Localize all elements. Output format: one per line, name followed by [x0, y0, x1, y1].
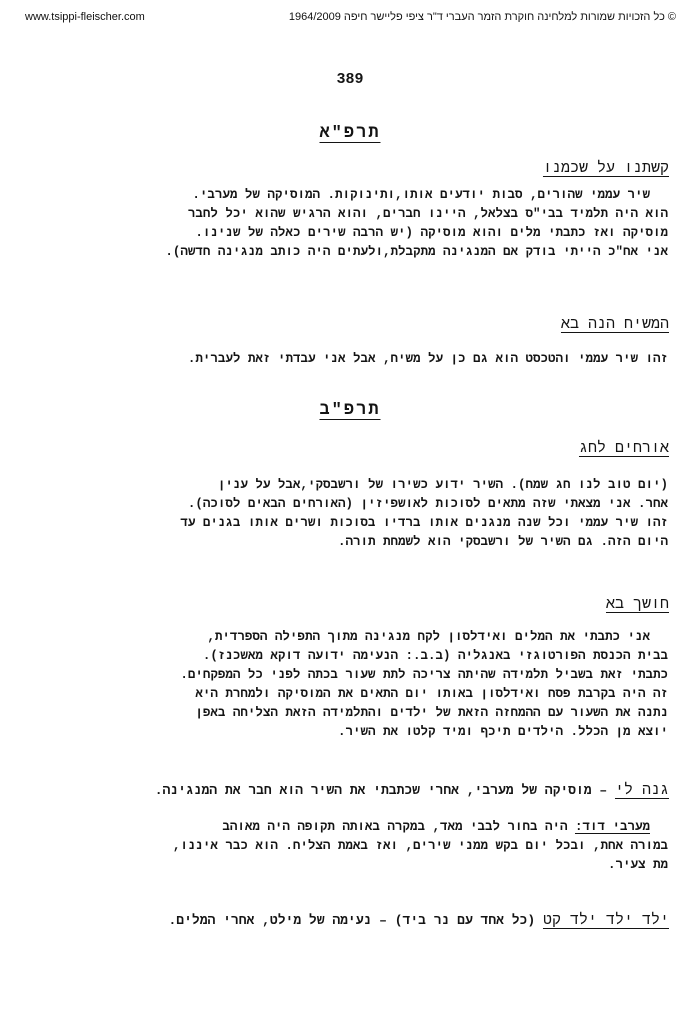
text-line: (יום טוב לנו חג שמח). השיר ידוע כשירו של ורשבסקי,אבל על ענין [217, 478, 668, 492]
year-title-1: תרפ"א [319, 124, 381, 143]
text-line: במורה אחת, ובכל יום בקש ממני שירים, ואז באמת הצליח. הוא כבר איננו, [172, 839, 668, 853]
song-text-gina-li [28, 818, 668, 875]
page-number: 389 [336, 71, 364, 88]
text-line: זהו שיר עממי וכל שנה מנגנים אותו ברדיו בסוכות ושרים אותו בגנים עד [180, 516, 668, 530]
song-heading-hamashiach: המשיח הנה בא [560, 316, 669, 333]
song-text-choshech [28, 628, 668, 742]
song-text-hamashiach [28, 350, 668, 369]
text-line: היום הזה. גם השיר של ורשבסקי הוא לשמחת תורה. [337, 535, 668, 549]
website-url[interactable]: www.tsippi-fleischer.com [25, 11, 145, 23]
song-heading-keshtenu: קשתנו על שכמנו [542, 160, 669, 177]
year-title-2: תרפ"ב [319, 401, 381, 420]
text-line: כתבתי זאת בשביל תלמידה שהיתה צריכה לתת שעור בכתה לפני כל המפקחים. [180, 668, 668, 682]
text-line: הוא היה תלמיד בבי"ס בצלאל, היינו חברים, והוא הרגיש שהוא יכל לחבר [187, 207, 668, 221]
text-line: זה היה בקרבת פסח ואידלסון באותו יום התאים את המוסיקה ולמחרת היא [195, 687, 668, 701]
song-heading-gina-li: גנה לי – מוסיקה של מערבי, אחרי שכתבתי את השיר הוא חבר את המנגינה. [154, 782, 669, 799]
sub-label: מערבי דוד: [574, 820, 650, 834]
song-heading-yeled-yeled: ילד ילד ילד קט (כל אחד עם נר ביד) – נעימה של מילט, אחרי המלים. [168, 912, 669, 929]
text-line: אחר. אני מצאתי שזה מתאים לסוכות לאושפיזין (האורחים הבאים לסוכה). [187, 497, 668, 511]
text-line: זהו שיר עממי והטכסט הוא גם כן על משיח, אבל אני עבדתי זאת לעברית. [187, 352, 668, 366]
song-text-orchim [28, 476, 668, 552]
text-line: מת צעיר. [607, 858, 668, 872]
text-line: אני אח"כ הייתי בודק אם המנגינה מתקבלת,ולעתים היה כותב מנגינה חדשה). [165, 245, 668, 259]
text-line: מערבי דוד: היה בחור לבבי מאד, במקרה באותה תקופה היה מאוהב [222, 820, 650, 834]
text-line: שיר עממי שהורים, סבות יודעים אותו,ותינוקות. המוסיקה של מערבי. [192, 188, 650, 202]
text-line: יוצא מן הכלל. הילדים תיכף ומיד קלטו את השיר. [337, 725, 668, 739]
text-line: מוסיקה ואז כתבתי מלים והוא מוסיקה (יש הרבה שירים כאלה של שנינו. [195, 226, 668, 240]
text-line: נתנה את השעור עם ההמחזה הזאת של ילדים והתלמידה הזאת הצליחה באפן [195, 706, 668, 720]
copyright-notice: © כל הזכויות שמורות למלחינה חוקרת הזמר העברי ד"ר ציפי פליישר חיפה 1964/2009 [288, 11, 676, 23]
text-line: אני כתבתי את המלים ואידלסון לקח מנגינה מתוך התפילה הספרדית, [207, 630, 650, 644]
text-line: בבית הכנסת הפורטוגזי באנגליה (ב.ב.: הנעימה ידועה דוקא מאשכנז). [202, 649, 668, 663]
song-heading-orchim: אורחים לחג [578, 440, 669, 457]
song-heading-choshech: חושך בא [605, 596, 669, 613]
song-text-keshtenu [28, 186, 668, 262]
